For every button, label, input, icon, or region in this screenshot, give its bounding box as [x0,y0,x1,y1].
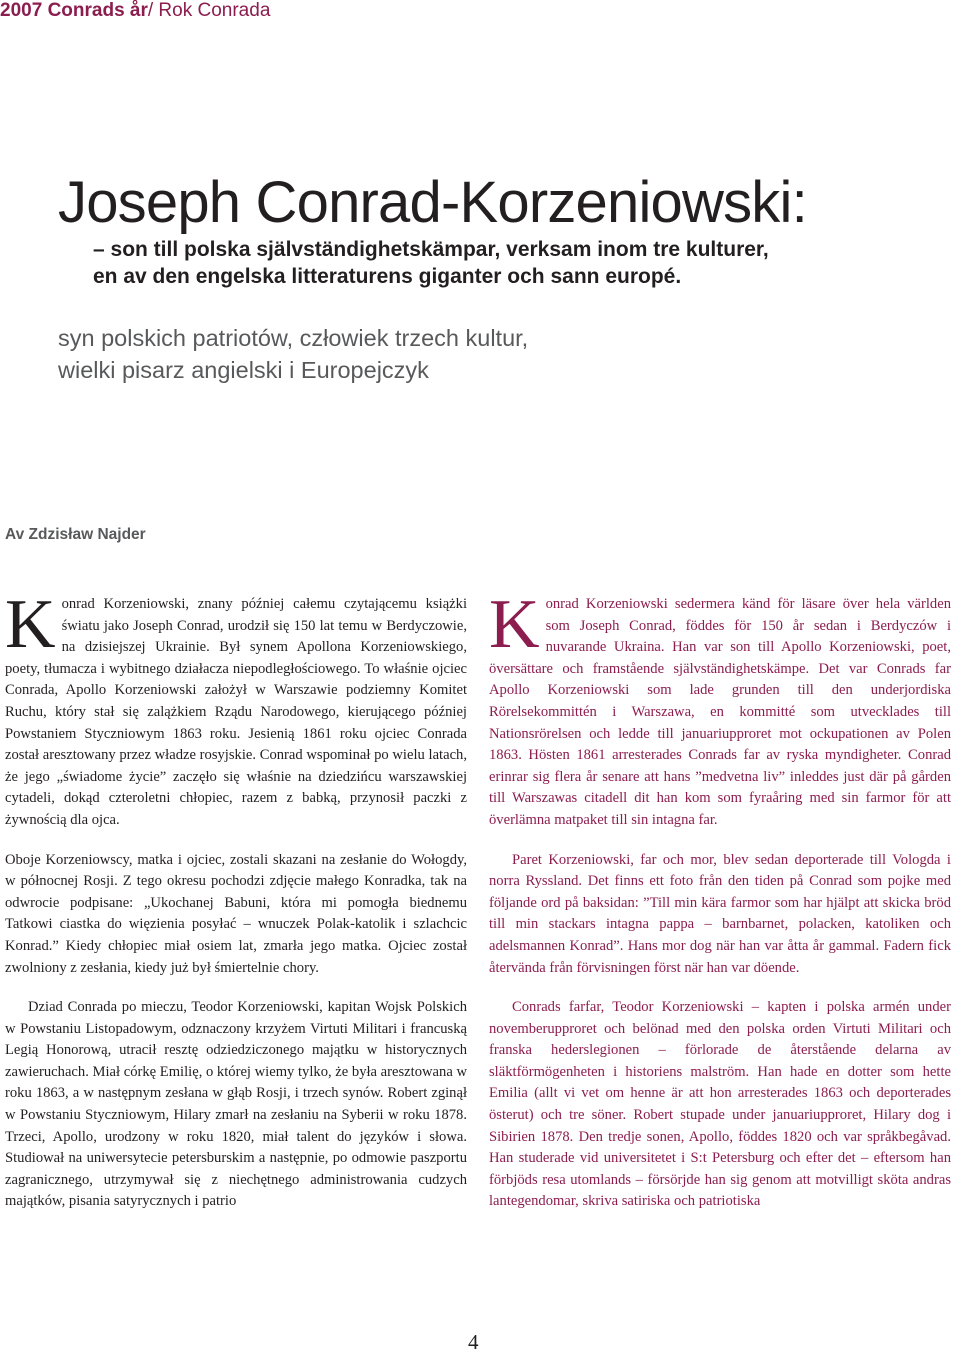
title-block [58,170,938,290]
article-column-swedish [489,586,951,1231]
article-column-polish [5,586,467,1231]
header-year-label: 2007 [0,0,43,21]
byline: Av Zdzisław Najder [5,526,146,543]
header-title-sv: Conrads år [47,0,148,21]
page-number: 4 [468,1330,479,1354]
subtitle-pl [58,322,938,386]
subtitle-sv-line-1: – son till polska självständighetskämpar, verksam inom tre kulturer, [93,238,769,261]
paragraph-sv-3: Conrads farfar, Teodor Korzeniowski – kapten i polska armén under novemberupproret och belönad med den polska orden Virtuti Militari och franska hederslegionen – förlorade de återstående delarna av släktförmögenheten i historiens malström. Han hade en dotter som hette Emilia (allt vi vet om henne är att hon arresterades 1863 och deporterades österut) och tre söner. Robert stupade under januariupproret, Hilary dog i Sibirien 1878. Den tredje sonen, Apollo, föddes 1820 och var språkbegåvad. Han studerade vid universitetet i S:t Petersburg och efter det – eftersom han förbjöds resa utomlands – försörjde han sig genom att motvilligt sköta andras lantegendomar, skriva satiriska och patriotiska [489,999,951,1210]
paragraph-sv-2: Paret Korzeniowski, far och mor, blev sedan deporterade till Vologda i norra Ryssland. Det finns ett foto från den tiden på Conrad som pojke med följande ord på baksidan: ”Till min kära farmor som har hjälpt att skicka bröd till min stackars intagna pappa – barnbarnet, polacken, katoliken och adelsmannen Konrad”. Hans mor dog när han var åtta år gammal. Fadern fick återvända från förvisningen först när han var döende. [489,851,951,976]
running-header [0,0,270,22]
main-title: Joseph Conrad-Korzeniowski: [58,170,807,235]
paragraph-pl-3: Dziad Conrada po mieczu, Teodor Korzeniowski, kapitan Wojsk Polskich w Powstaniu Listopadowym, odznaczony krzyżem Virtuti Militari i francuską Legią Honorową, utracił resztę odziedziczonego majątku w historycznych zawieruchach. Miał córkę Emilię, o której wiemy tylko, że była aresztowana w roku 1863, a w następnym zesłana w głąb Rosji, i trzech synów. Robert zginął w Powstaniu Styczniowym, Hilary zmarł na zesłaniu na Syberii w roku 1878. Trzeci, Apollo, urodzony w roku 1820, miał talent do języków i słowa. Studiował na uniwersytecie petersburskim a następnie, po odmowie paszportu zagranicznego, utrzymywał się z niechętnego administrowania cudzych majątków, pisania satyrycznych i patrio [5,999,467,1210]
paragraph-pl-1 [5,586,467,832]
subtitle-pl-line-2: wielki pisarz angielski i Europejczyk [58,357,429,383]
drop-cap: K [5,586,56,663]
paragraph-text: onrad Korzeniowski sedermera känd för läsare över hela världen som Joseph Conrad, föddes för 150 år sedan i Berdyczów i nuvarande Ukraina. Han var son till Apollo Korzeniowski, poet, översättare och framstående självständighetskämpe. Det var Conrads far Apollo Korzeniowski som lade grunden till den underjordiska Rörelsekommittén i Warszawa, en kommitté som utvecklades till Nationsrörelsen och ledde till januariupproret mot ockupationen av Polen 1863. Hösten 1861 arresterades Conrads far av ryska myndigheter. Conrad erinrar sig flera år senare att hans ”medvetna liv” inleddes just där på gården till Warszawas citadell dit han kom som fyraåring med sin farmor för att överlämna matpaket till sin intagna far. [489,596,951,828]
header-separator: / [147,0,154,21]
subtitle-sv-line-2: en av den engelska litteraturens giganter och sann europé. [93,265,682,288]
paragraph-pl-2: Oboje Korzeniowscy, matka i ojciec, zostali skazani na zesłanie do Wołogdy, w północnej Rosji. Z tego okresu pochodzi zdjęcie małego Konradka, tak na odwrocie podpisane: „Ukochanej Babuni, która mi pomogła biednemu Tatkowi ciastka do więzienia posyłać – wnuczek Polak-katolik i szlachcic Konrad.” Kiedy chłopiec miał osiem lat, zmarła jego matka. Ojciec został zwolniony z zesłania, kiedy już był śmiertelnie chory. [5,851,467,976]
drop-cap: K [489,586,540,663]
subtitle-pl-line-1: syn polskich patriotów, człowiek trzech kultur, [58,325,529,351]
paragraph-sv-1 [489,586,951,832]
paragraph-text: onrad Korzeniowski, znany później całemu czytającemu książki światu jako Joseph Conrad, urodził się 150 lat temu w Berdyczowie, na dzisiejszej Ukrainie. Był synem Apollona Korzeniowskiego, poety, tłumacza i wybitnego działacza niepodległościowego. To właśnie ojciec Conrada, Apollo Korzeniowski założył w Warszawie podziemny Komitet Ruchu, który stał się zalążkiem Rządu Narodowego, kierującego później Powstaniem Styczniowym 1863 roku. Jesienią 1861 roku ojciec Conrada został aresztowany przez władze rosyjskie. Conrad wspominał po wielu latach, że jego „świadome życie” zaczęło się właśnie na dziedzińcu warszawskiej cytadeli, dokąd czteroletni chłopiec, razem z babką, przynosił paczki z żywnością dla ojca. [5,596,467,828]
header-title-pl: Rok Conrada [153,0,271,21]
